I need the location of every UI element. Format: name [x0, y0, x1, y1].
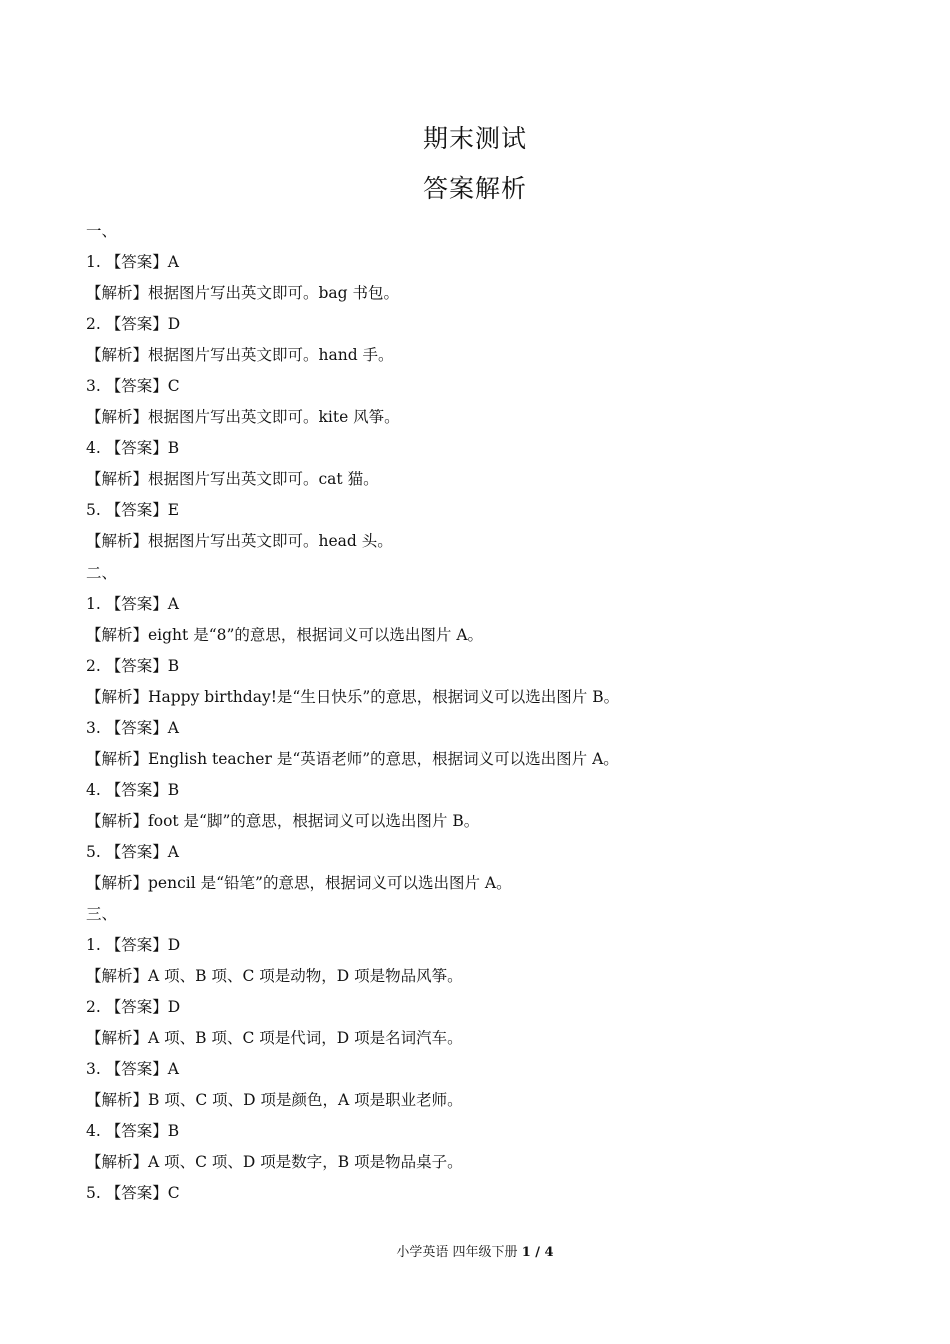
answer-line: 1. 【答案】A	[86, 253, 179, 272]
footer-text: 小学英语 四年级下册	[396, 1245, 518, 1260]
answer-line: 5. 【答案】A	[86, 842, 179, 861]
explanation-line: 【解析】根据图片写出英文即可。hand 手。	[86, 346, 394, 365]
explanation-line: 【解析】B 项、C 项、D 项是颜色，A 项是职业老师。	[86, 1091, 463, 1110]
answer-line: 4. 【答案】B	[86, 780, 180, 799]
section-heading: 三、	[86, 905, 118, 924]
page-footer	[0, 1244, 950, 1262]
answer-line: 2. 【答案】D	[86, 998, 181, 1017]
section-heading: 一、	[86, 222, 118, 240]
answer-line: 4. 【答案】B	[86, 439, 180, 458]
explanation-line: 【解析】根据图片写出英文即可。bag 书包。	[86, 284, 400, 303]
page-number-current: 1	[521, 1245, 531, 1260]
answer-line: 3. 【答案】A	[86, 718, 179, 737]
answer-line: 3. 【答案】A	[86, 1060, 179, 1079]
answer-line: 1. 【答案】D	[86, 936, 181, 955]
explanation-line: 【解析】A 项、C 项、D 项是数字，B 项是物品桌子。	[86, 1153, 463, 1172]
explanation-line: 【解析】根据图片写出英文即可。head 头。	[86, 532, 393, 551]
answer-content	[86, 216, 886, 1210]
answer-line: 3. 【答案】C	[86, 377, 180, 396]
answer-line: 2. 【答案】B	[86, 656, 180, 675]
answer-line: 1. 【答案】A	[86, 594, 179, 613]
page-number-separator: /	[530, 1245, 545, 1260]
explanation-line: 【解析】A 项、B 项、C 项是动物，D 项是物品风筝。	[86, 967, 463, 986]
explanation-line: 【解析】根据图片写出英文即可。cat 猫。	[86, 470, 379, 489]
answer-line: 5. 【答案】C	[86, 1184, 180, 1203]
explanation-line: 【解析】eight 是“8”的意思，根据词义可以选出图片 A。	[86, 625, 484, 644]
answer-line: 4. 【答案】B	[86, 1122, 180, 1141]
answer-line: 2. 【答案】D	[86, 315, 181, 334]
explanation-line: 【解析】foot 是“脚”的意思，根据词义可以选出图片 B。	[86, 811, 480, 830]
page-title: 期末测试	[422, 124, 527, 153]
page-subtitle: 答案解析	[422, 174, 527, 203]
explanation-line: 【解析】A 项、B 项、C 项是代词，D 项是名词汽车。	[86, 1029, 463, 1048]
explanation-line: 【解析】English teacher 是“英语老师”的意思，根据词义可以选出图片 A。	[86, 749, 619, 768]
section-heading: 二、	[86, 563, 118, 582]
answer-line: 5. 【答案】E	[86, 501, 180, 520]
explanation-line: 【解析】Happy birthday!是“生日快乐”的意思，根据词义可以选出图片 B。	[86, 687, 620, 706]
explanation-line: 【解析】pencil 是“铅笔”的意思，根据词义可以选出图片 A。	[86, 873, 512, 892]
explanation-line: 【解析】根据图片写出英文即可。kite 风筝。	[86, 408, 400, 427]
page-number-total: 4	[544, 1245, 554, 1260]
